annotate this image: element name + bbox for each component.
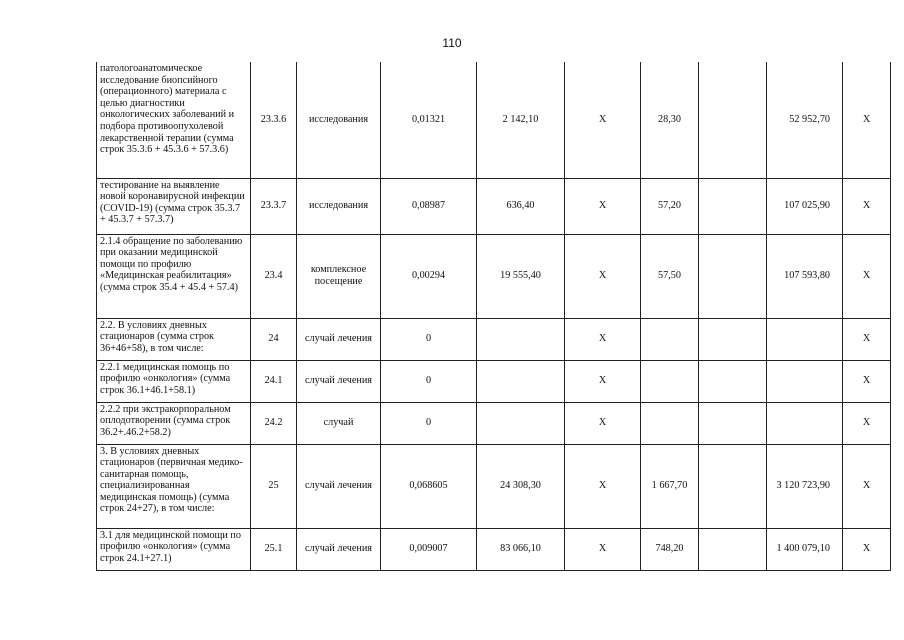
cell-v4: 748,20 [641,528,699,570]
cell-desc: 2.2.2 при экстракорпоральном оплодотворении (сумма строк 36.2+.46.2+58.2) [97,402,251,444]
cell-v7: X [843,62,891,178]
cell-v5 [699,528,767,570]
cell-v4: 28,30 [641,62,699,178]
cell-code: 25 [251,444,297,528]
cell-v4 [641,360,699,402]
cell-v6: 107 025,90 [767,178,843,234]
cell-code: 24.1 [251,360,297,402]
page-number: 110 [442,36,462,50]
cell-v7: X [843,528,891,570]
cell-v3: X [565,402,641,444]
cell-v7: X [843,402,891,444]
cell-code: 25.1 [251,528,297,570]
cell-v4: 1 667,70 [641,444,699,528]
cell-desc: 2.2.1 медицинская помощь по профилю «онкология» (сумма строк 36.1+46.1+58.1) [97,360,251,402]
cell-v3: X [565,62,641,178]
table-row [97,62,891,178]
table-row [97,360,891,402]
cell-v7: X [843,444,891,528]
cell-unit: случай лечения [297,318,381,360]
cell-v1: 0,068605 [381,444,477,528]
cell-v5 [699,402,767,444]
table-row [97,318,891,360]
cell-v2: 24 308,30 [477,444,565,528]
cell-v3: X [565,318,641,360]
cell-unit: исследования [297,178,381,234]
cell-unit: случай лечения [297,444,381,528]
cell-v7: X [843,234,891,318]
cell-v4 [641,402,699,444]
cell-v1: 0,08987 [381,178,477,234]
cell-v6: 52 952,70 [767,62,843,178]
cell-v5 [699,62,767,178]
cell-desc: 3.1 для медицинской помощи по профилю «онкология» (сумма строк 24.1+27.1) [97,528,251,570]
cell-v1: 0,009007 [381,528,477,570]
cell-desc: патологоанатомическое исследование биопсийного (операционного) материала с целью диагностики онкологических заболеваний и подбора противоопухолевой лекарственной терапии (сумма строк 35.3.6 + 45.3.6 + 57.3.6) [97,62,251,178]
table-row [97,444,891,528]
cell-v5 [699,318,767,360]
cell-v2 [477,318,565,360]
table-row [97,402,891,444]
cell-unit: исследования [297,62,381,178]
cell-v4 [641,318,699,360]
cell-desc: 3. В условиях дневных стационаров (первичная медико-санитарная помощь, специализированная медицинская помощь) (сумма строк 24+27), в том числе: [97,444,251,528]
cell-desc: тестирование на выявление новой коронавирусной инфекции (COVID-19) (сумма строк 35.3.7 + 45.3.7 + 57.3.7) [97,178,251,234]
cell-unit: случай лечения [297,528,381,570]
cell-v6: 3 120 723,90 [767,444,843,528]
cell-code: 23.3.6 [251,62,297,178]
cell-v3: X [565,444,641,528]
cell-v4: 57,20 [641,178,699,234]
cell-v2: 2 142,10 [477,62,565,178]
cell-v6: 1 400 079,10 [767,528,843,570]
cell-code: 24 [251,318,297,360]
cell-v2 [477,360,565,402]
cell-v3: X [565,360,641,402]
cell-v1: 0,00294 [381,234,477,318]
cell-v6: 107 593,80 [767,234,843,318]
cell-v5 [699,234,767,318]
cell-v1: 0 [381,402,477,444]
cell-desc: 2.1.4 обращение по заболеванию при оказании медицинской помощи по профилю «Медицинская реабилитация» (сумма строк 35.4 + 45.4 + 57.4) [97,234,251,318]
cell-unit: комплексное посещение [297,234,381,318]
cell-v3: X [565,528,641,570]
cell-v2: 636,40 [477,178,565,234]
cell-v5 [699,444,767,528]
cell-v2 [477,402,565,444]
cell-v7: X [843,178,891,234]
financing-table [96,62,891,571]
cell-v5 [699,360,767,402]
cell-v7: X [843,360,891,402]
cell-v5 [699,178,767,234]
cell-v6 [767,360,843,402]
table-row [97,528,891,570]
cell-v1: 0 [381,360,477,402]
cell-v2: 83 066,10 [477,528,565,570]
cell-v3: X [565,178,641,234]
cell-unit: случай лечения [297,360,381,402]
cell-v1: 0 [381,318,477,360]
cell-v6 [767,318,843,360]
cell-unit: случай [297,402,381,444]
cell-code: 24.2 [251,402,297,444]
cell-v1: 0,01321 [381,62,477,178]
cell-desc: 2.2. В условиях дневных стационаров (сумма строк 36+46+58), в том числе: [97,318,251,360]
cell-v4: 57,50 [641,234,699,318]
cell-v3: X [565,234,641,318]
table-row [97,178,891,234]
cell-v2: 19 555,40 [477,234,565,318]
cell-v7: X [843,318,891,360]
cell-code: 23.3.7 [251,178,297,234]
table-row [97,234,891,318]
cell-code: 23.4 [251,234,297,318]
cell-v6 [767,402,843,444]
